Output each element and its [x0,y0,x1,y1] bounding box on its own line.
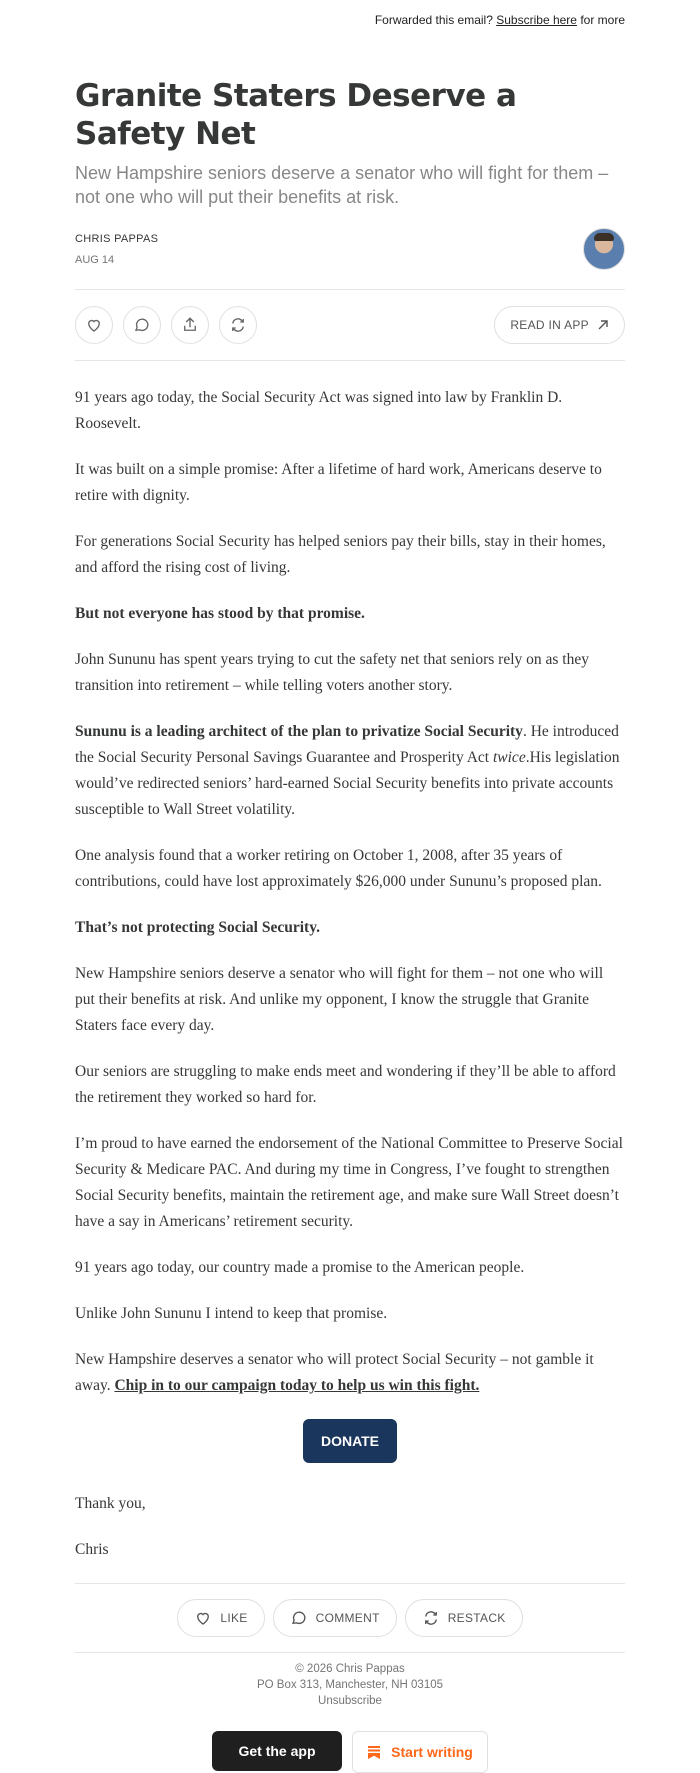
comment-pill-button[interactable] [273,1599,397,1637]
paragraph: Unlike John Sununu I intend to keep that promise. [75,1305,388,1322]
paragraph: 91 years ago today, our country made a promise to the American people. [75,1259,525,1276]
forward-suffix: for more [580,13,625,27]
paragraph: New Hampshire seniors deserve a senator who will fight for them – not one who will put their benefits at risk. And unlike my opponent, I know the struggle that Granite Staters face every day. [75,965,604,1034]
paragraph [75,719,625,823]
forward-prefix: Forwarded this email? [374,13,493,27]
bold-text: That’s not protecting Social Security. [75,919,320,936]
comment-label: COMMENT [315,1611,380,1625]
post-subtitle: New Hampshire seniors deserve a senator who will fight for them – not one who will put their benefits at risk. [75,163,609,207]
donate-button[interactable]: DONATE [303,1419,397,1463]
paragraph: One analysis found that a worker retiring on October 1, 2008, after 35 years of contributions, could have lost approximately $26,000 under Sununu’s proposed plan. [75,847,602,890]
footer [75,1653,625,1709]
subscribe-link[interactable]: Subscribe here [496,13,577,27]
substack-logo-icon [367,1745,381,1759]
divider [75,360,625,361]
text: New Hampshire deserves a senator who will protect Social Security – not gamble it away. [75,1351,594,1394]
app-promos [75,1731,625,1773]
chip-in-link[interactable]: Chip in to our campaign today to help us win this fight. [114,1377,480,1394]
share-icon [181,316,199,334]
restack-label: RESTACK [447,1611,506,1625]
paragraph: For generations Social Security has helped seniors pay their bills, stay in their homes, and afford the rising cost of living. [75,533,606,576]
like-button[interactable] [75,306,113,344]
comment-icon [133,316,151,334]
start-writing-label: Start writing [391,1744,473,1760]
post-title[interactable]: Granite Staters Deserve a Safety Net [75,78,517,152]
bold-text: Sununu is a leading architect of the plan to privatize Social Security [75,723,523,740]
like-label: LIKE [220,1611,248,1625]
post-actions [75,290,625,360]
author-avatar[interactable] [583,228,625,270]
start-writing-button[interactable] [352,1731,488,1773]
post-date: AUG 14 [75,253,115,266]
paragraph: It was built on a simple promise: After a lifetime of hard work, Americans deserve to retire with dignity. [75,461,602,504]
get-the-app-button[interactable]: Get the app [212,1731,342,1771]
comment-button[interactable] [123,306,161,344]
like-pill-button[interactable] [177,1599,264,1637]
post-body [75,385,625,1399]
paragraph [75,915,625,941]
restack-button[interactable] [219,306,257,344]
closing-name: Chris [75,1541,109,1558]
paragraph [75,1347,625,1399]
author-name[interactable]: CHRIS PAPPAS [75,232,159,245]
restack-pill-button[interactable] [405,1599,523,1637]
paragraph: I’m proud to have earned the endorsement of the National Committee to Preserve Social Security & Medicare PAC. And during my time in Congress, I’ve fought to strengthen Social Security benefits, maintain the retirement age, and make sure Wall Street doesn’t have a say in Americans’ retirement security. [75,1135,623,1230]
read-in-app-button[interactable] [494,306,625,344]
restack-icon [422,1609,440,1627]
heart-icon [194,1609,212,1627]
unsubscribe-link[interactable]: Unsubscribe [318,1695,382,1707]
comment-icon [290,1609,308,1627]
paragraph: 91 years ago today, the Social Security Act was signed into law by Franklin D. Roosevelt. [75,389,563,432]
arrow-up-right-icon [597,319,609,331]
bold-text: But not everyone has stood by that promise. [75,605,365,622]
copyright: © 2026 Chris Pappas [295,1663,405,1675]
restack-icon [229,316,247,334]
text: .His legislation would’ve redirected seniors’ hard-earned Social Security benefits into private accounts susceptible to Wall Street volatility. [75,749,620,818]
email-container [75,0,625,1773]
closing-thanks: Thank you, [75,1495,146,1512]
donate-row [75,1419,625,1473]
heart-icon [85,316,103,334]
paragraph [75,601,625,627]
forward-notice [75,0,625,33]
text: . He introduced the Social Security Personal Savings Guarantee and Prosperity Act [75,723,619,766]
bottom-actions [75,1584,625,1652]
share-button[interactable] [171,306,209,344]
italic-text: twice [492,749,526,766]
closing [75,1491,625,1563]
address: PO Box 313, Manchester, NH 03105 [256,1679,444,1691]
paragraph: John Sununu has spent years trying to cut the safety net that seniors rely on as they transition into retirement – while telling voters another story. [75,651,589,694]
paragraph: Our seniors are struggling to make ends meet and wondering if they’ll be able to afford the retirement they worked so hard for. [75,1063,616,1106]
read-in-app-label: READ IN APP [510,318,589,332]
byline [75,225,625,273]
